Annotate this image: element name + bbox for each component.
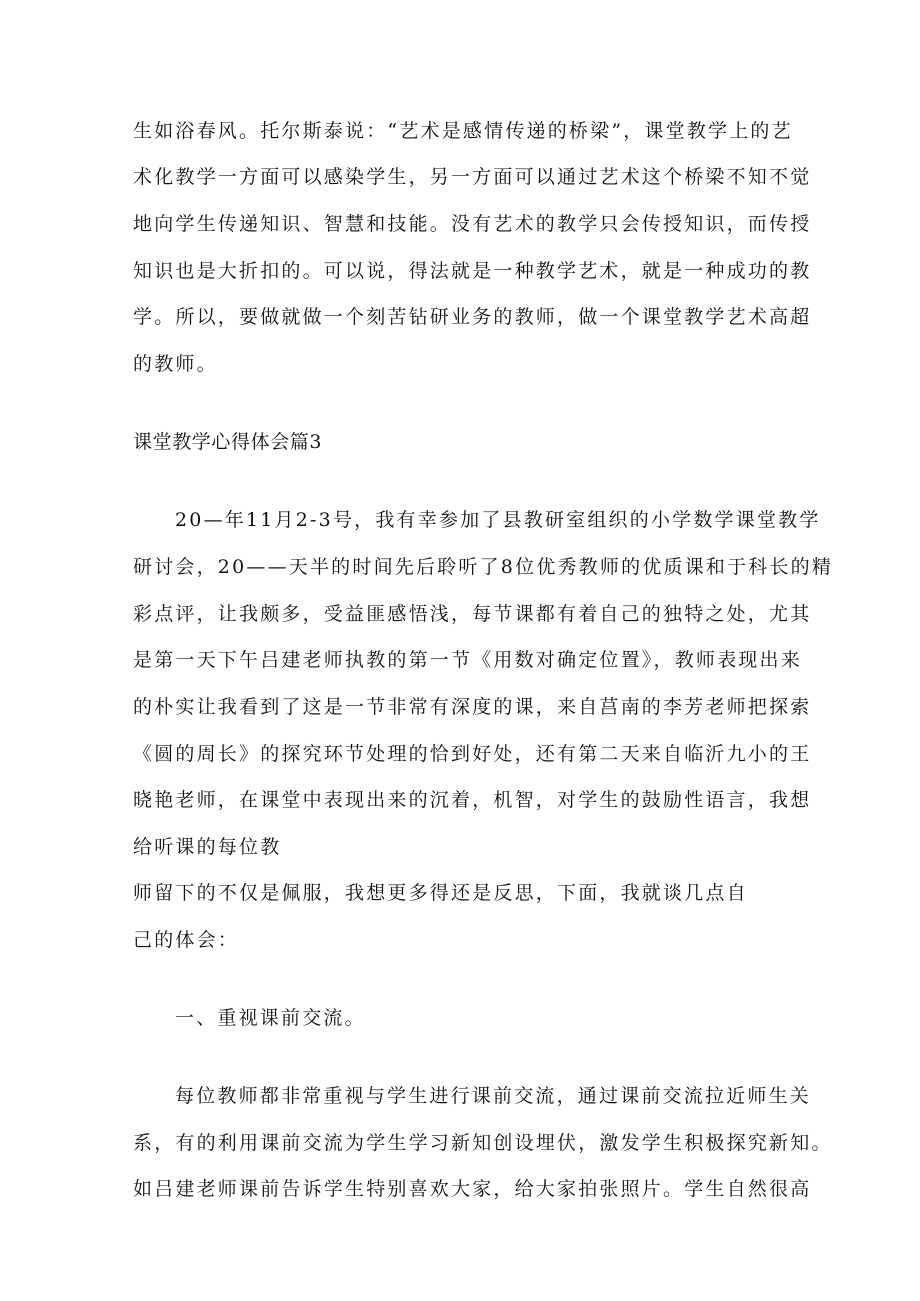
paragraph-line: 地向学生传递知识、智慧和技能。没有艺术的教学只会传授知识，而传授 bbox=[133, 213, 812, 235]
paragraph-line: 己的体会： bbox=[133, 929, 240, 951]
paragraph-line: 生如浴春风。托尔斯泰说：“艺术是感情传递的桥梁”，课堂教学上的艺 bbox=[133, 120, 793, 142]
paragraph-line: 学。所以，要做就做一个刻苦钻研业务的教师，做一个课堂教学艺术高超 bbox=[133, 306, 812, 328]
paragraph-line: 给听课的每位教 bbox=[133, 836, 282, 858]
paragraph-line: 《圆的周长》的探究环节处理的恰到好处，还有第二天来自临沂九小的王 bbox=[133, 743, 812, 765]
paragraph-line: 知识也是大折扣的。可以说，得法就是一种教学艺术，就是一种成功的教 bbox=[133, 260, 812, 282]
paragraph-line: 的朴实让我看到了这是一节非常有深度的课，来自莒南的李芳老师把探索 bbox=[133, 696, 812, 718]
paragraph-line: 师留下的不仅是佩服，我想更多得还是反思，下面，我就谈几点自 bbox=[133, 882, 748, 904]
paragraph-line: 每位教师都非常重视与学生进行课前交流，通过课前交流拉近师生关 bbox=[175, 1085, 812, 1107]
paragraph-line: 的教师。 bbox=[133, 353, 218, 375]
paragraph-line: 20—年11月2-3号，我有幸参加了县教研室组织的小学数学课堂教学 bbox=[175, 509, 821, 531]
paragraph-line: 彩点评，让我颇多，受益匪感悟浅，每节课都有着自己的独特之处，尤其 bbox=[133, 603, 812, 625]
section-heading: 课堂教学心得体会篇3 bbox=[133, 431, 323, 453]
paragraph-line: 是第一天下午吕建老师执教的第一节《用数对确定位置》，教师表现出来 bbox=[133, 649, 802, 671]
paragraph-line: 系，有的利用课前交流为学生学习新知创设埋伏，激发学生积极探究新知。 bbox=[133, 1132, 833, 1154]
paragraph-line: 晓艳老师，在课堂中表现出来的沉着，机智，对学生的鼓励性语言，我想 bbox=[133, 789, 812, 811]
paragraph-line: 术化教学一方面可以感染学生，另一方面可以通过艺术这个桥梁不知不觉 bbox=[133, 166, 812, 188]
paragraph-line: 研讨会，20——天半的时间先后聆听了8位优秀教师的优质课和于科长的精 bbox=[133, 556, 834, 578]
paragraph-line: 如吕建老师课前告诉学生特别喜欢大家，给大家拍张照片。学生自然很高 bbox=[133, 1178, 812, 1200]
subheading: 一、重视课前交流。 bbox=[175, 1007, 366, 1029]
